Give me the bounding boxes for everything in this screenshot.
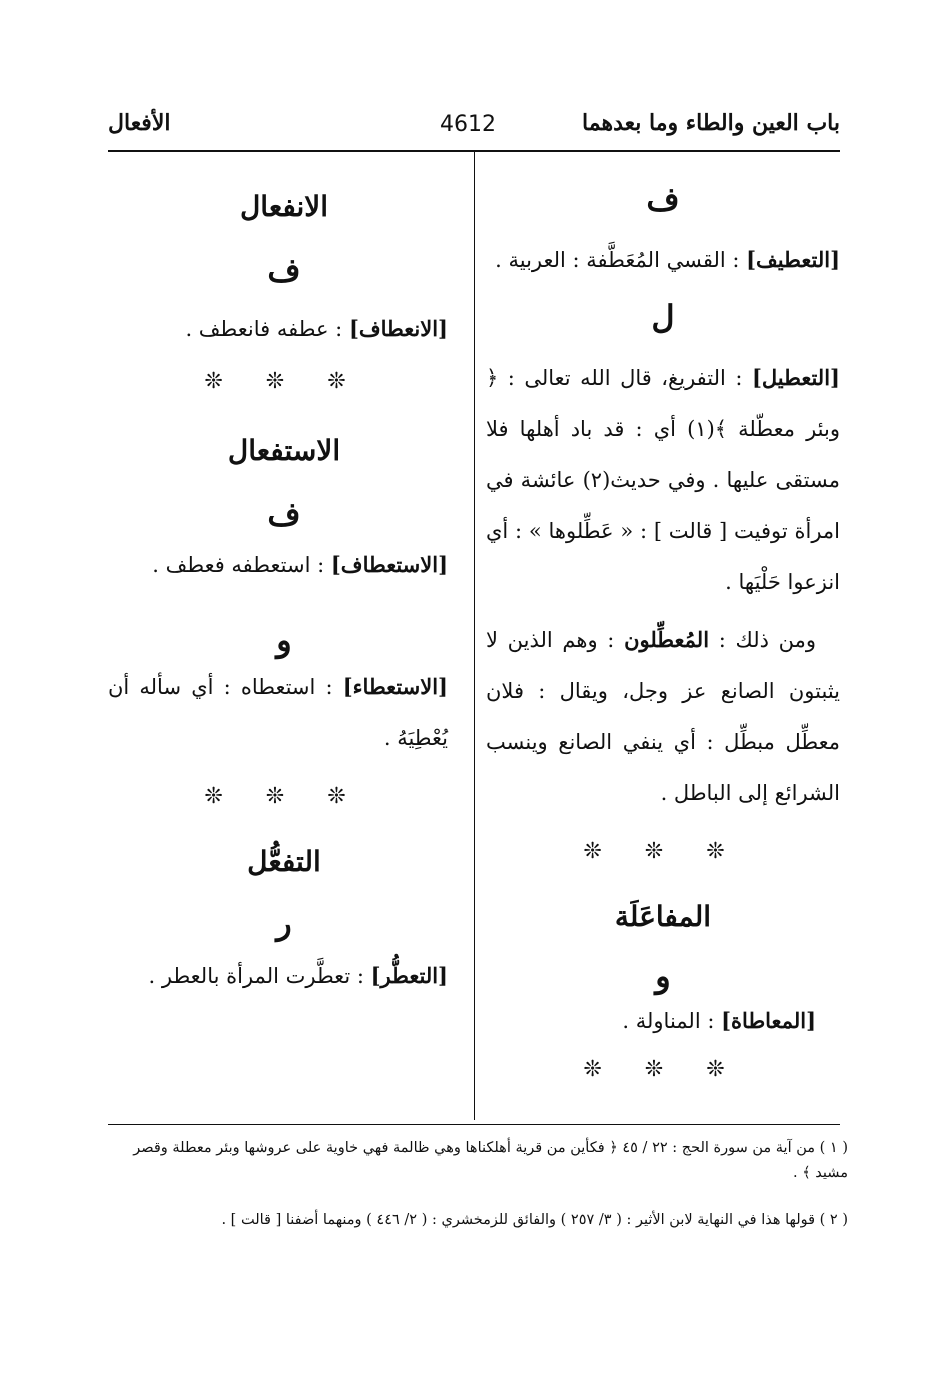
entry-term: [الاستعطاف]	[330, 552, 448, 577]
entry-term: [المعاطاة]	[721, 1008, 816, 1033]
page-number: 4612	[440, 112, 496, 137]
root-letter: ف	[267, 495, 301, 533]
section-title: التفعُّل	[247, 845, 321, 878]
right-column	[486, 180, 840, 1082]
section-separator: ❊ ❊ ❊	[204, 784, 364, 809]
entry-muataat	[486, 995, 840, 1047]
entry-intro: ومن ذلك :	[718, 628, 816, 652]
entry-definition: : المناولة .	[622, 1009, 715, 1033]
entry-istitaa	[108, 661, 460, 764]
section-separator: ❊ ❊ ❊	[583, 839, 743, 864]
entry-definition: : عطفه فانعطف .	[185, 317, 343, 341]
section-title: الاستفعال	[227, 434, 341, 467]
entry-term: [التعطيل]	[751, 365, 840, 390]
root-letter: ف	[267, 251, 301, 289]
footnote-2: ( ٢ ) قولها هذا في النهاية لابن الأثير : ( ٣/ ٢٥٧ ) والفائق للزمخشري : ( ٢/ ٤٤٦ ) ومنهما أضفنا [ قالت ] .	[221, 1212, 848, 1228]
entry-term: [التعطيف]	[746, 247, 840, 272]
entry-definition: : وهم الذين لا يثبتون الصانع عز وجل، ويقال : فلان معطِّل مبطِّل : أي ينفي الصانع وينسب الشرائع إلى الباطل .	[486, 628, 840, 805]
entry-term: [التعطُّر]	[370, 963, 448, 988]
entry-term: [الانعطاف]	[348, 316, 448, 341]
section-title: الانفعال	[239, 190, 329, 223]
entry-istitaf	[108, 539, 460, 591]
section-separator: ❊ ❊ ❊	[583, 1057, 743, 1082]
root-letter: ف	[646, 180, 680, 218]
entry-muattilun	[486, 614, 840, 819]
running-header-chapter: باب العين والطاء وما بعدهما	[582, 110, 840, 136]
root-letter: و	[276, 621, 292, 659]
root-letter: ر	[276, 904, 292, 942]
entry-definition: : استعطاه : أي سأله أن يُعْطِيَهُ .	[108, 675, 448, 750]
entry-definition: : التفريغ، قال الله تعالى : ﴿ وبئر معطّلة ﴾(١) أي : قد باد أهلها فلا مستقى عليها . وفي حديث(٢) عائشة في امرأة توفيت [ قالت ] : « عَطِّلوها » : أي انزعوا حَلْيَها .	[486, 366, 840, 594]
section-separator: ❊ ❊ ❊	[204, 369, 364, 394]
entry-term: [الاستعطاء]	[342, 674, 448, 699]
entry-taattur	[108, 950, 460, 1002]
entry-definition: : القسي المُعَطَّفة : العربية .	[495, 248, 740, 272]
footnote-rule	[108, 1124, 840, 1125]
left-column	[108, 180, 460, 1002]
entry-tatif	[486, 234, 840, 286]
running-header-section: الأفعال	[108, 110, 171, 136]
root-letter: و	[655, 957, 671, 995]
column-divider	[474, 150, 475, 1120]
entry-definition: : استعطفه فعطف .	[152, 553, 325, 577]
root-letter: ل	[651, 298, 675, 336]
entry-definition: : تعطَّرت المرأة بالعطر .	[148, 964, 364, 988]
section-title: المفاعَلَة	[614, 900, 712, 933]
entry-tatil	[486, 352, 840, 608]
entry-inatif	[108, 303, 460, 355]
entry-term: المُعطِّلون	[624, 627, 710, 652]
footnote-1: ( ١ ) من آية من سورة الحج : ٢٢ / ٤٥ ﴿ فكأين من قرية أهلكناها وهي ظالمة فهي خاوية على عروشها وبئر معطلة وقصر مشيد ﴾ .	[133, 1140, 848, 1181]
